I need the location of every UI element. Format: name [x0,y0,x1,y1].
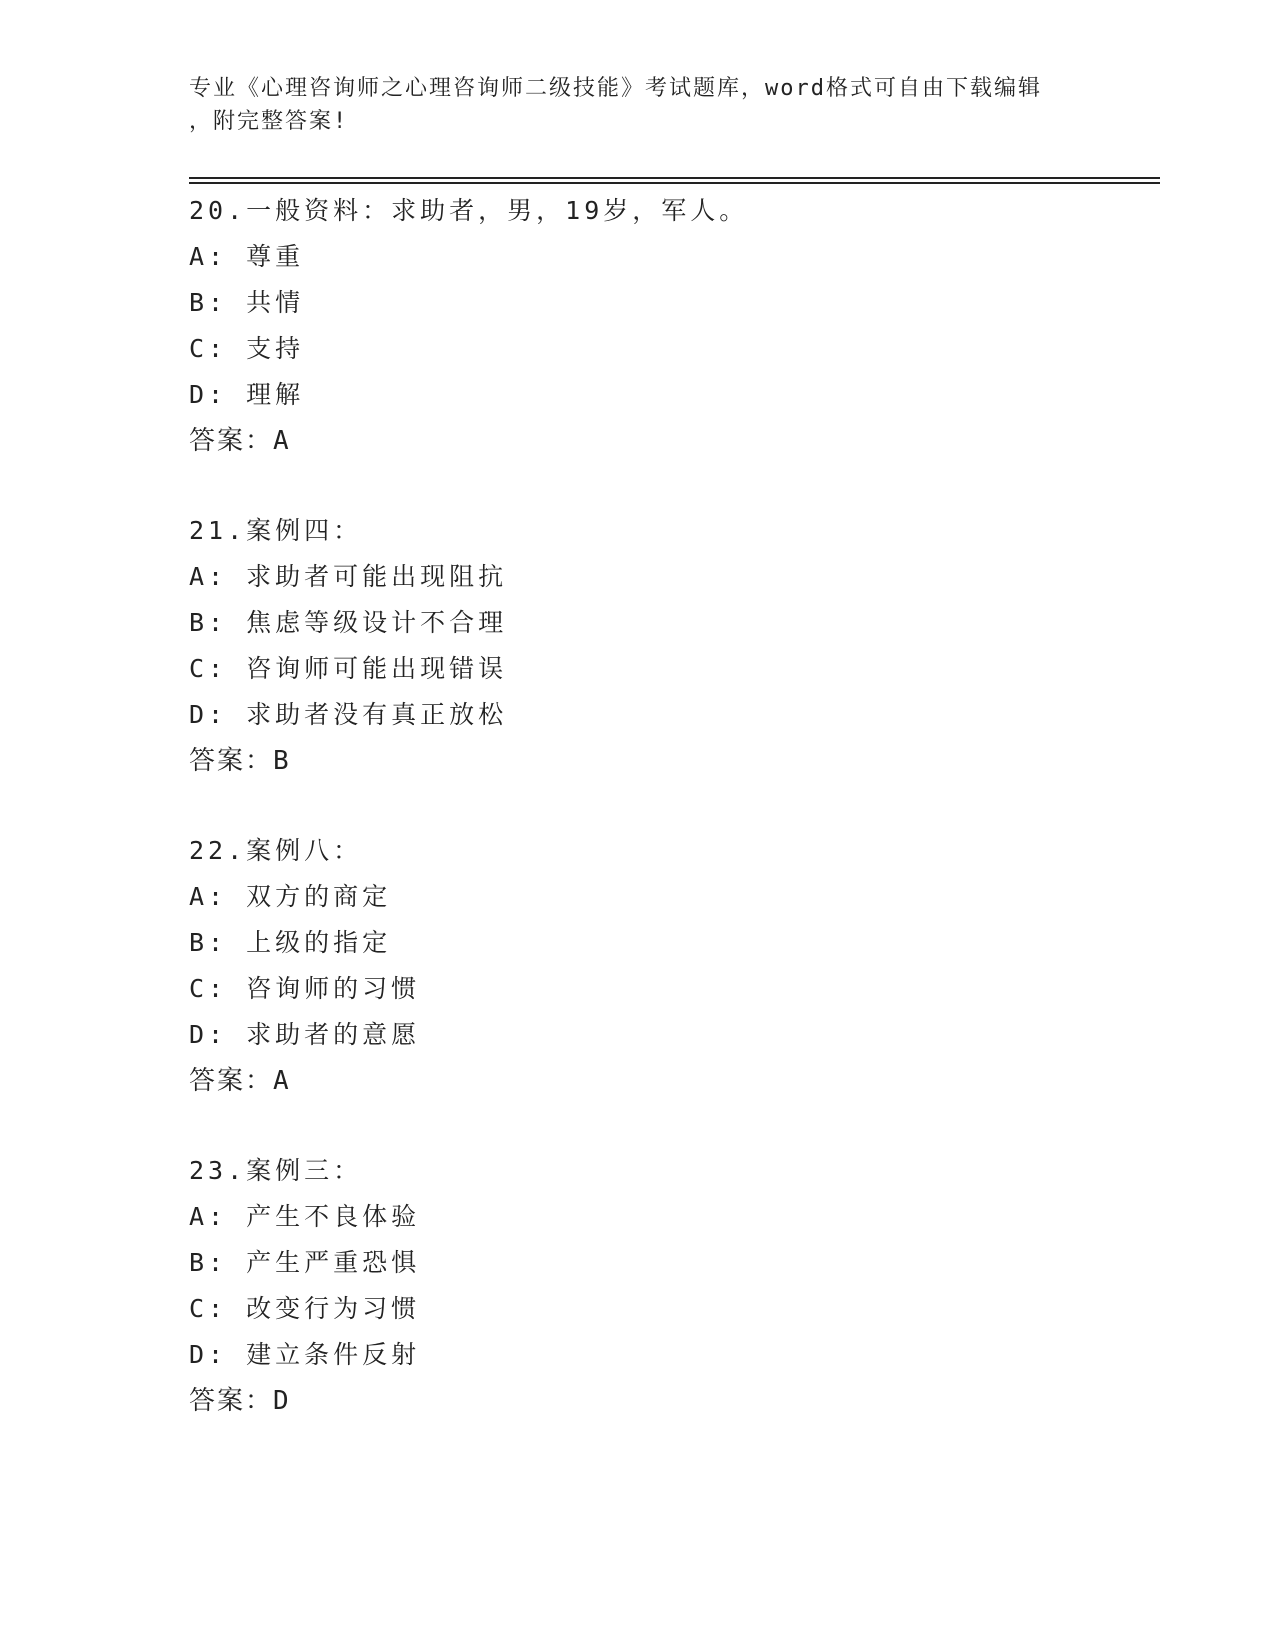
answer-line [189,738,1160,784]
option-a: A: 双方的商定 [189,882,392,911]
answer-line [189,418,1160,464]
answer-label: 答案： [189,1386,274,1416]
option-b: B: 共情 [189,288,305,317]
option-d: D: 理解 [189,380,305,409]
option-c: C: 咨询师可能出现错误 [189,654,508,683]
answer-value: A [273,426,291,456]
option-a: A: 尊重 [189,242,305,271]
header-line-2: ，附完整答案! [189,109,349,134]
answer-label: 答案： [189,1066,274,1096]
question-stem: 21.案例四： [189,516,363,545]
option-d: D: 求助者没有真正放松 [189,700,508,729]
option-c: C: 支持 [189,334,305,363]
option-b: B: 焦虑等级设计不合理 [189,608,508,637]
document-header [189,72,1079,138]
answer-label: 答案： [189,746,274,776]
option-a: A: 求助者可能出现阻抗 [189,562,508,591]
question-stem: 22.案例八： [189,836,363,865]
answer-value: A [273,1066,291,1096]
answer-label: 答案： [189,426,274,456]
option-c: C: 咨询师的习惯 [189,974,421,1003]
option-b: B: 产生严重恐惧 [189,1248,421,1277]
option-d: D: 求助者的意愿 [189,1020,421,1049]
option-d: D: 建立条件反射 [189,1340,421,1369]
option-c: C: 改变行为习惯 [189,1294,421,1323]
answer-line [189,1058,1160,1104]
option-a: A: 产生不良体验 [189,1202,421,1231]
header-line-1: 专业《心理咨询师之心理咨询师二级技能》考试题库，word格式可自由下载编辑 [189,76,1042,101]
question-stem: 23.案例三： [189,1156,363,1185]
question-list [189,188,1160,1468]
question-22 [189,828,1160,1148]
header-divider-bottom [189,182,1160,184]
answer-value: B [273,746,291,776]
header-divider-top [189,177,1160,179]
question-stem: 20.一般资料：求助者，男，19岁，军人。 [189,196,749,225]
question-20 [189,188,1160,508]
answer-value: D [273,1386,291,1416]
answer-line [189,1378,1160,1424]
question-21 [189,508,1160,828]
question-23 [189,1148,1160,1468]
option-b: B: 上级的指定 [189,928,392,957]
